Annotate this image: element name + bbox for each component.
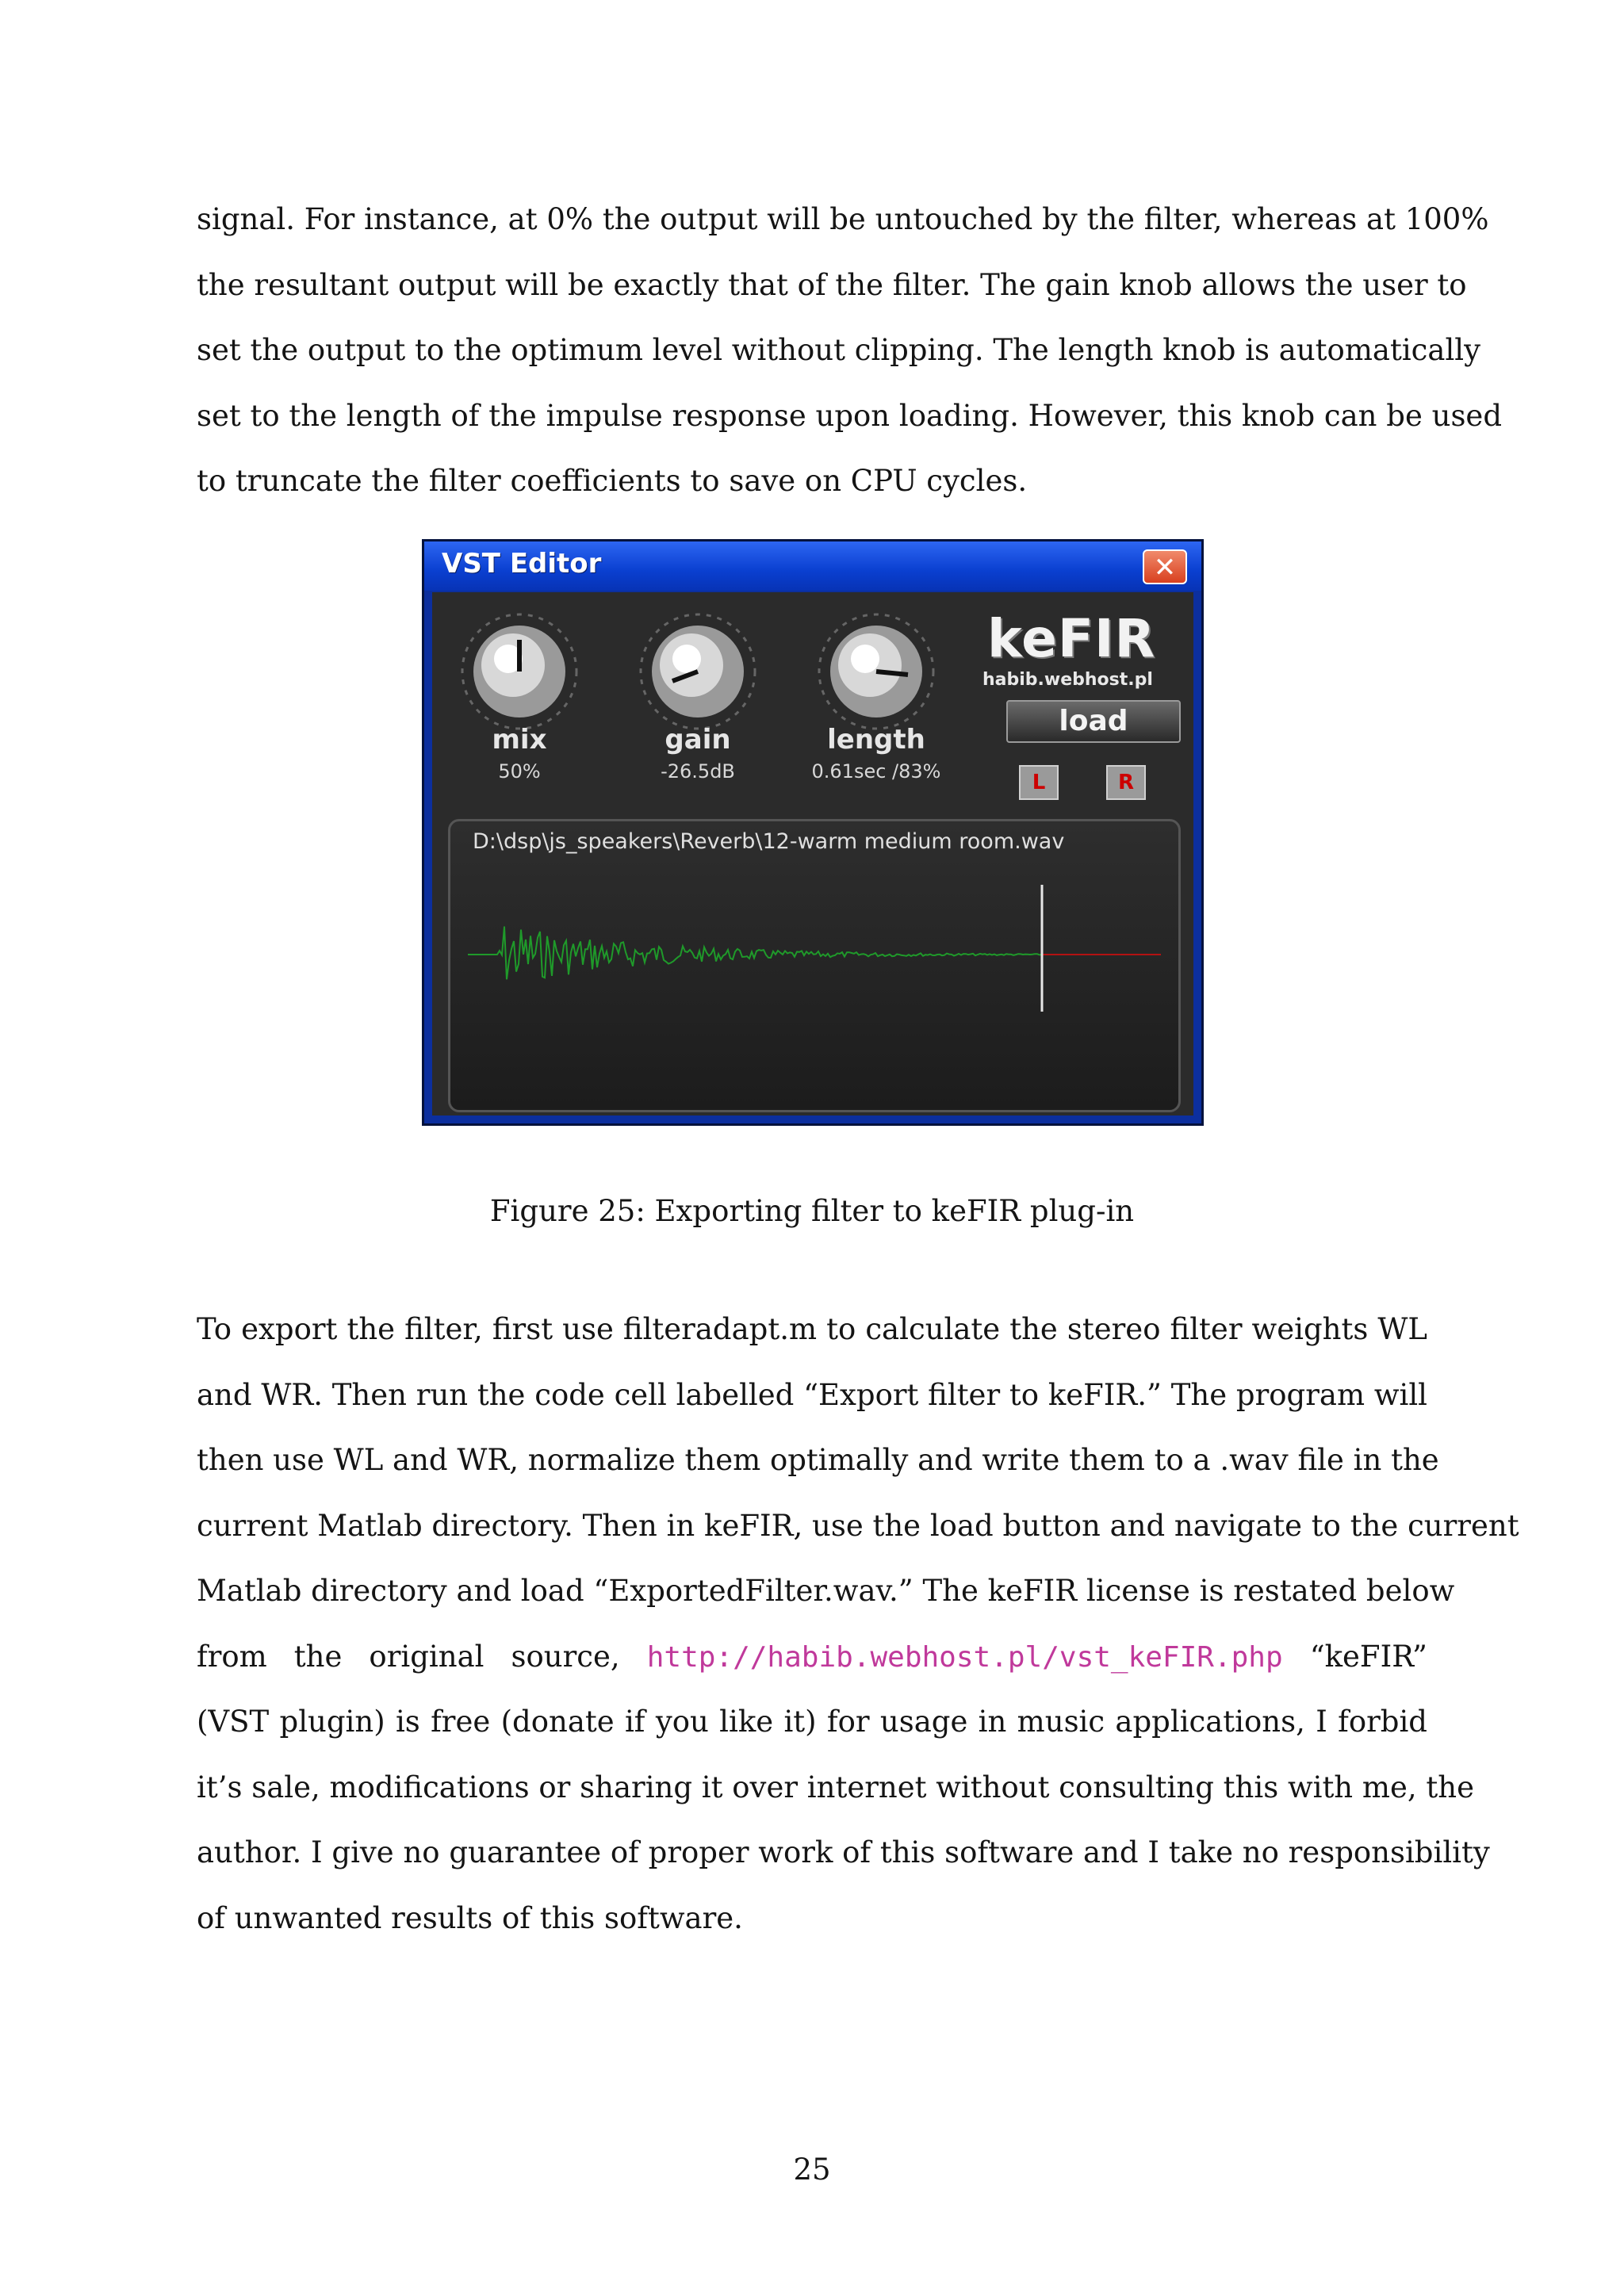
waveform-plot (450, 821, 1178, 1110)
text-line: it’s sale, modifications or sharing it over internet without consulting this with me, the (197, 1770, 1474, 1804)
window-title: VST Editor (442, 548, 602, 580)
text-line: set the output to the optimum level without clipping. The length knob is automatically (197, 333, 1481, 367)
close-button[interactable]: ✕ (1143, 549, 1187, 584)
window-titlebar (424, 541, 1201, 591)
text-line: to truncate the filter coefficients to save on CPU cycles. (197, 464, 1028, 498)
brand-url: habib.webhost.pl (982, 670, 1153, 690)
load-button[interactable]: load (1006, 700, 1181, 743)
text-line: (VST plugin) is free (donate if you like it) for usage in music applications, I forbid (197, 1705, 1427, 1739)
plugin-panel (432, 592, 1193, 1115)
text-line: Matlab directory and load “ExportedFilter.wav.” The keFIR license is restated below (197, 1574, 1455, 1608)
mix-knob[interactable] (456, 608, 583, 735)
link-lead-text: from the original source, (197, 1639, 620, 1674)
gain-label: gain (665, 724, 731, 756)
text-line: then use WL and WR, normalize them optimally and write them to a .wav file in the (197, 1443, 1439, 1477)
mix-label: mix (492, 724, 547, 756)
text-line: and WR. Then run the code cell labelled “Export filter to keFIR.” The program will (197, 1377, 1427, 1412)
length-knob[interactable] (813, 608, 940, 735)
length-value: 0.61sec /83% (811, 760, 941, 783)
left-channel-button[interactable]: L (1019, 765, 1059, 800)
page-number: 25 (793, 2152, 831, 2187)
link-trail-text: “keFIR” (1309, 1639, 1427, 1674)
length-label: length (827, 724, 925, 756)
text-line: set to the length of the impulse response upon loading. However, this knob can be used (197, 398, 1503, 433)
kefir-logo: keFIR (987, 608, 1156, 669)
body-paragraph-bottom (197, 1297, 1519, 1951)
mix-value: 50% (498, 760, 541, 783)
gain-knob[interactable] (634, 608, 761, 735)
waveform-line (468, 927, 1042, 980)
figure-caption: Figure 25: Exporting filter to keFIR plug-in (489, 1194, 1135, 1228)
gain-value: -26.5dB (661, 760, 735, 783)
text-line: of unwanted results of this software. (197, 1900, 743, 1935)
waveform-display (448, 819, 1181, 1112)
text-line: signal. For instance, at 0% the output will be untouched by the filter, whereas at 100% (197, 202, 1489, 236)
text-line: author. I give no guarantee of proper work of this software and I take no responsibility (197, 1835, 1490, 1869)
file-path: D:\dsp\js_speakers\Reverb\12-warm medium room.wav (473, 829, 1065, 854)
text-line: current Matlab directory. Then in keFIR, use the load button and navigate to the current (197, 1508, 1519, 1543)
kefir-url-link[interactable]: http://habib.webhost.pl/vst_keFIR.php (646, 1640, 1283, 1674)
vst-editor-window (422, 539, 1204, 1126)
text-line: the resultant output will be exactly that of the filter. The gain knob allows the user to (197, 267, 1467, 302)
text-line: To export the filter, first use filteradapt.m to calculate the stereo filter weights WL (197, 1312, 1427, 1346)
body-paragraph-top (197, 187, 1503, 515)
text-line-with-link (197, 1624, 1427, 1690)
right-channel-button[interactable]: R (1106, 765, 1146, 800)
